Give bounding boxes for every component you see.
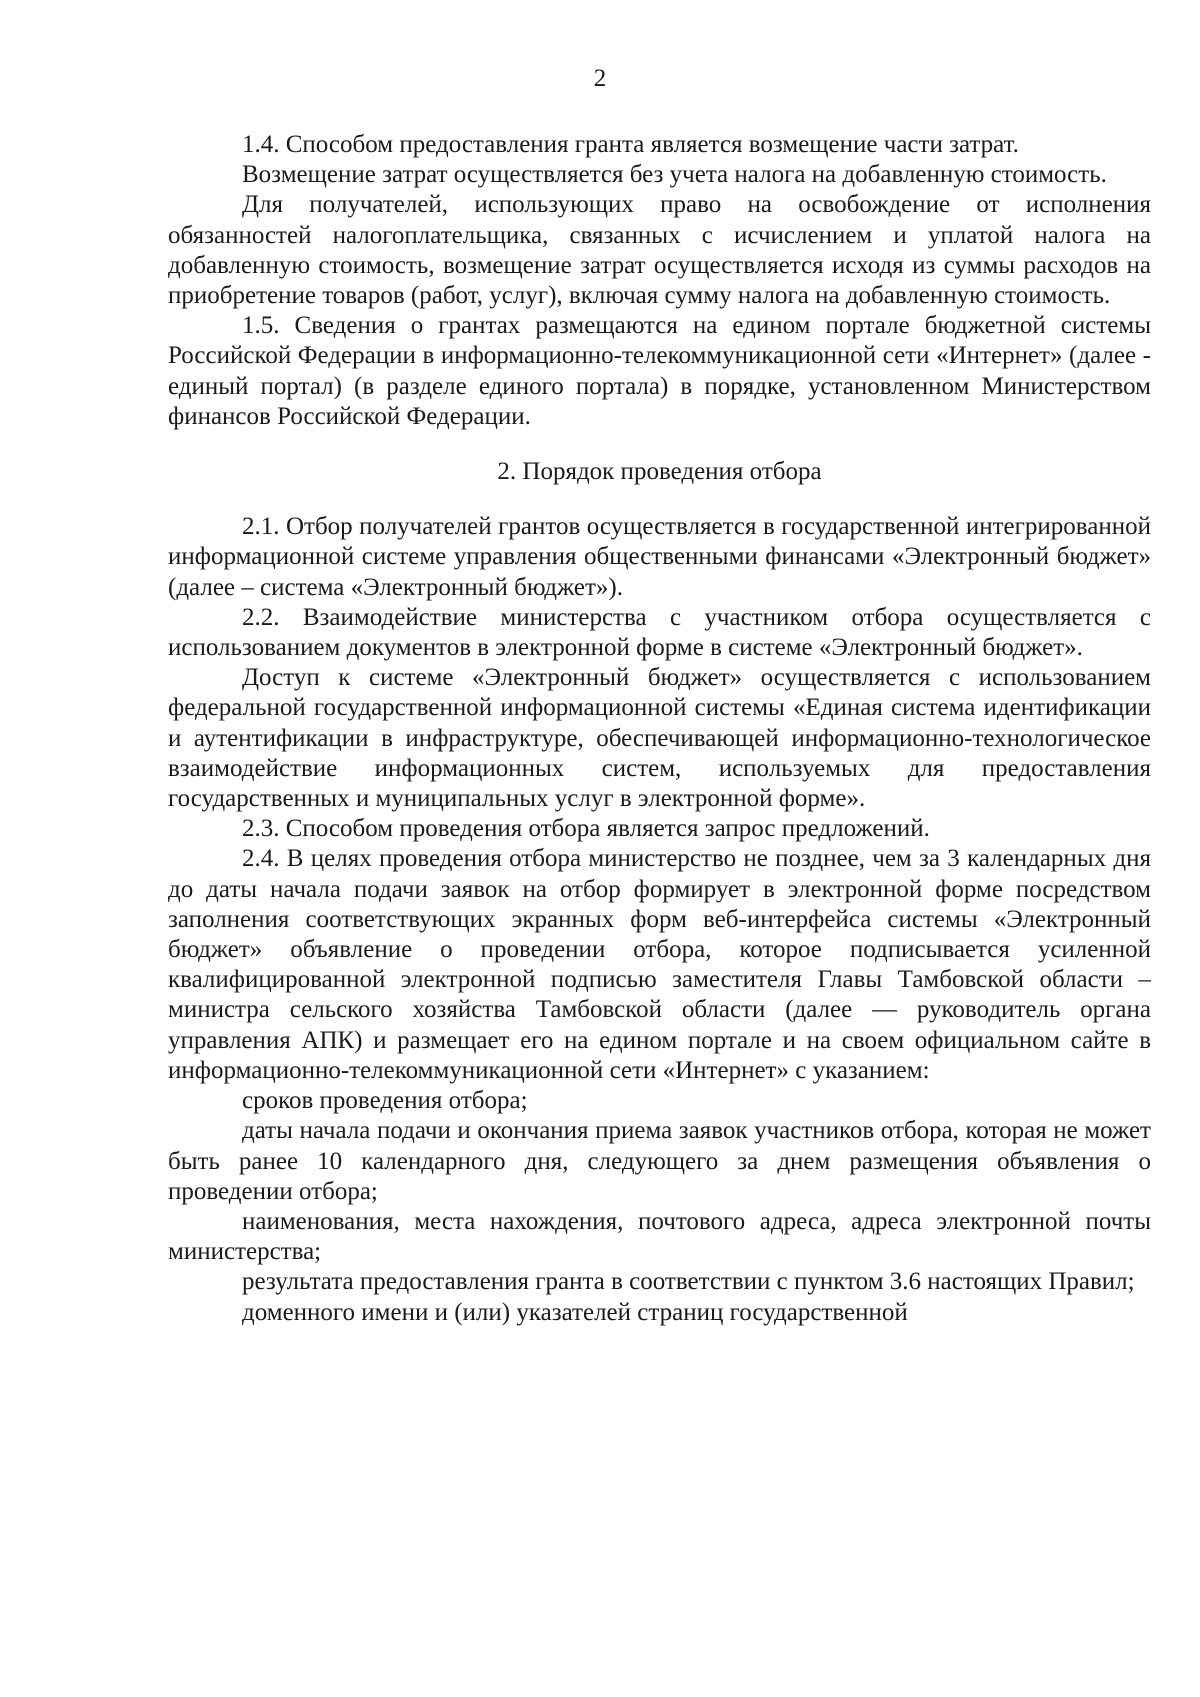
list-item-domain-name: доменного имени и (или) указателей страниц государственной: [242, 1298, 908, 1326]
document-body: [168, 130, 1151, 1328]
paragraph-1-4: 1.4. Способом предоставления гранта является возмещение части затрат.: [242, 131, 1019, 158]
page-number: 2: [593, 65, 607, 92]
paragraph-system-access: Доступ к системе «Электронный бюджет» осуществляется с использованием федеральной государственной информационной системы «Единая система идентификации и аутентификации в инфраструктуре, обеспечивающей информационно-технологическое взаимодействие информационных систем, используемых для предоставления государственных и муниципальных услуг в электронной форме».: [168, 664, 1151, 813]
paragraph-2-4: 2.4. В целях проведения отбора министерство не позднее, чем за 3 календарных дня до даты начала подачи заявок на отбор формирует в электронной форме посредством заполнения соответствующих экранных форм веб-интерфейса системы «Электронный бюджет» объявление о проведении отбора, которое подписывается усиленной квалифицированной электронной подписью заместителя Главы Тамбовской области – министра сельского хозяйства Тамбовской области (далее — руководитель органа управления АПК) и размещает его на едином портале и на своем официальном сайте в информационно-телекоммуникационной сети «Интернет» с указанием:: [168, 845, 1151, 1084]
list-item-grant-result: результата предоставления гранта в соответствии с пунктом 3.6 настоящих Правил;: [242, 1268, 1135, 1296]
paragraph-vat-exempt-recipients: Для получателей, использующих право на освобождение от исполнения обязанностей налогоплательщика, связанных с исчислением и уплатой налога на добавленную стоимость, возмещение затрат осуществляется исходя из суммы расходов на приобретение товаров (работ, услуг), включая сумму налога на добавленную стоимость.: [168, 191, 1151, 310]
paragraph-2-1: 2.1. Отбор получателей грантов осуществляется в государственной интегрированной информационной системе управления общественными финансами «Электронный бюджет» (далее – система «Электронный бюджет»).: [168, 513, 1151, 601]
paragraph-2-3: 2.3. Способом проведения отбора является запрос предложений.: [242, 815, 930, 843]
paragraph-2-2: 2.2. Взаимодействие министерства с участником отбора осуществляется с использованием документов в электронной форме в системе «Электронный бюджет».: [168, 603, 1151, 662]
section-2-heading: 2. Порядок проведения отбора: [497, 458, 822, 486]
list-item-ministry-contacts: наименования, места нахождения, почтового адреса, адреса электронной почты министерства;: [168, 1207, 1151, 1266]
paragraph-vat-exclusion: Возмещение затрат осуществляется без учета налога на добавленную стоимость.: [242, 161, 1107, 189]
paragraph-1-5: 1.5. Сведения о грантах размещаются на едином портале бюджетной системы Российской Федерации в информационно-телекоммуникационной сети «Интернет» (далее - единый портал) (в разделе единого портала) в порядке, установленном Министерством финансов Российской Федерации.: [168, 312, 1151, 430]
list-item-selection-terms: сроков проведения отбора;: [242, 1087, 528, 1115]
list-item-application-dates: даты начала подачи и окончания приема заявок участников отбора, которая не может быть ранее 10 календарного дня, следующего за днем размещения объявления о проведении отбора;: [168, 1117, 1151, 1205]
